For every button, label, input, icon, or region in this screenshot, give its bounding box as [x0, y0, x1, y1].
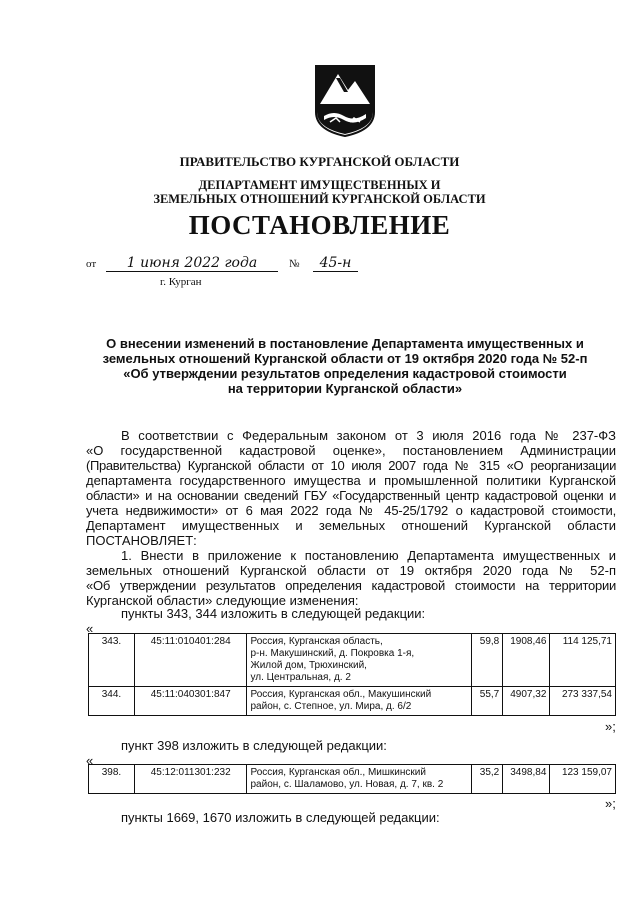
department-name-line2: ЗЕМЕЛЬНЫХ ОТНОШЕНИЙ КУРГАНСКОЙ ОБЛАСТИ — [153, 192, 486, 206]
address-line: Россия, Курганская обл., Мишкинский — [250, 767, 426, 778]
row-number: 398. — [89, 765, 135, 794]
item1-line: 1. Внести в приложение к постановлению Департамента имущественных и — [121, 548, 616, 563]
address-line: Жилой дом, Трюхинский, — [250, 660, 367, 671]
postanovlyaet: ПОСТАНОВЛЯЕТ: — [86, 533, 197, 548]
document-type-title: ПОСТАНОВЛЕНИЕ — [188, 210, 451, 240]
city-label: г. Курган — [160, 276, 202, 288]
preamble-line: «О государственной кадастровой оценке», постановлением Администрации — [86, 443, 616, 458]
cadastral-table-1 — [88, 633, 616, 716]
address-line: Россия, Курганская обл., Макушинский — [250, 689, 432, 700]
instruction-398: пункт 398 изложить в следующей редакции: — [121, 738, 387, 753]
preamble-line: учета недвижимости» от 6 мая 2022 года № 45-25/1792 о кадастровой стоимости, — [86, 503, 616, 518]
date-field — [106, 255, 278, 272]
address-cell — [247, 634, 471, 687]
resolution-subject — [100, 336, 590, 396]
table-row — [89, 687, 616, 716]
subject-line: на территории Курганской области» — [227, 381, 463, 396]
cadastral-number: 45:11:040301:847 — [134, 687, 247, 716]
address-line: р-н. Макушинский, д. Покровка 1-я, — [250, 648, 415, 659]
preamble-line: (Правительства) Курганской области от 10 июля 2007 года № 315 «О реорганизации — [86, 458, 616, 473]
cadastral-number: 45:11:010401:284 — [134, 634, 247, 687]
close-quote: »; — [605, 796, 616, 811]
area-cell: 59,8 — [471, 634, 503, 687]
preamble-line: Департамент имущественных и земельных отношений Курганской области — [86, 518, 616, 533]
item1-line: Курганской области» следующие изменения: — [86, 593, 359, 608]
area-cell: 35,2 — [471, 765, 503, 794]
unit-price-cell: 4907,32 — [503, 687, 550, 716]
instruction-343-344: пункты 343, 344 изложить в следующей редакции: — [121, 606, 426, 621]
item1-line: земельных отношений Курганской области от 19 октября 2020 года № 52-п — [86, 563, 616, 578]
table-row — [89, 634, 616, 687]
row-number: 344. — [89, 687, 135, 716]
row-number: 343. — [89, 634, 135, 687]
address-line: район, с. Степное, ул. Мира, д. 6/2 — [250, 701, 412, 712]
cadastral-value-cell: 123 159,07 — [550, 765, 616, 794]
department-name-line1: ДЕПАРТАМЕНТ ИМУЩЕСТВЕННЫХ И — [198, 178, 441, 192]
cadastral-number: 45:12:011301:232 — [134, 765, 247, 794]
item1-line: «Об утверждении результатов определения кадастровой стоимости на территории — [86, 578, 616, 593]
government-name: ПРАВИТЕЛЬСТВО КУРГАНСКОЙ ОБЛАСТИ — [179, 154, 460, 169]
unit-price-cell: 3498,84 — [503, 765, 550, 794]
handwritten-number: 45-н — [319, 255, 352, 271]
address-line: Россия, Курганская область, — [250, 636, 383, 647]
date-from-label: от — [86, 258, 97, 270]
instruction-1669-1670: пункты 1669, 1670 изложить в следующей редакции: — [121, 810, 440, 825]
preamble-line: области» и на основании сведений ГБУ «Государственный центр кадастровой оценки и — [86, 488, 616, 503]
address-line: район, с. Шаламово, ул. Новая, д. 7, кв. 2 — [250, 779, 444, 790]
number-label: № — [289, 258, 300, 270]
table-row — [89, 765, 616, 794]
number-field — [313, 255, 358, 272]
preamble-line: В соответствии с Федеральным законом от 3 июля 2016 года № 237-ФЗ — [121, 428, 616, 443]
cadastral-table-2 — [88, 764, 616, 794]
unit-price-cell: 1908,46 — [503, 634, 550, 687]
date-number-line — [86, 255, 352, 271]
subject-line: «Об утверждении результатов определения кадастровой стоимости — [123, 366, 567, 381]
open-quote: « — [86, 621, 94, 636]
subject-line: земельных отношений Курганской области от 19 октября 2020 года № 52-п — [102, 351, 588, 366]
address-cell — [247, 687, 471, 716]
handwritten-date: 1 июня 2022 года — [126, 255, 258, 271]
cadastral-value-cell: 114 125,71 — [550, 634, 616, 687]
area-cell: 55,7 — [471, 687, 503, 716]
preamble-line: департамента государственного имущества и промышленной политики Курганской — [86, 473, 616, 488]
cadastral-value-cell: 273 337,54 — [550, 687, 616, 716]
address-cell — [247, 765, 471, 794]
coat-of-arms-icon — [314, 64, 376, 138]
close-quote: »; — [605, 719, 616, 734]
address-line: ул. Центральная, д. 2 — [250, 672, 351, 683]
subject-line: О внесении изменений в постановление Департамента имущественных и — [106, 336, 584, 351]
open-quote: « — [86, 753, 94, 768]
